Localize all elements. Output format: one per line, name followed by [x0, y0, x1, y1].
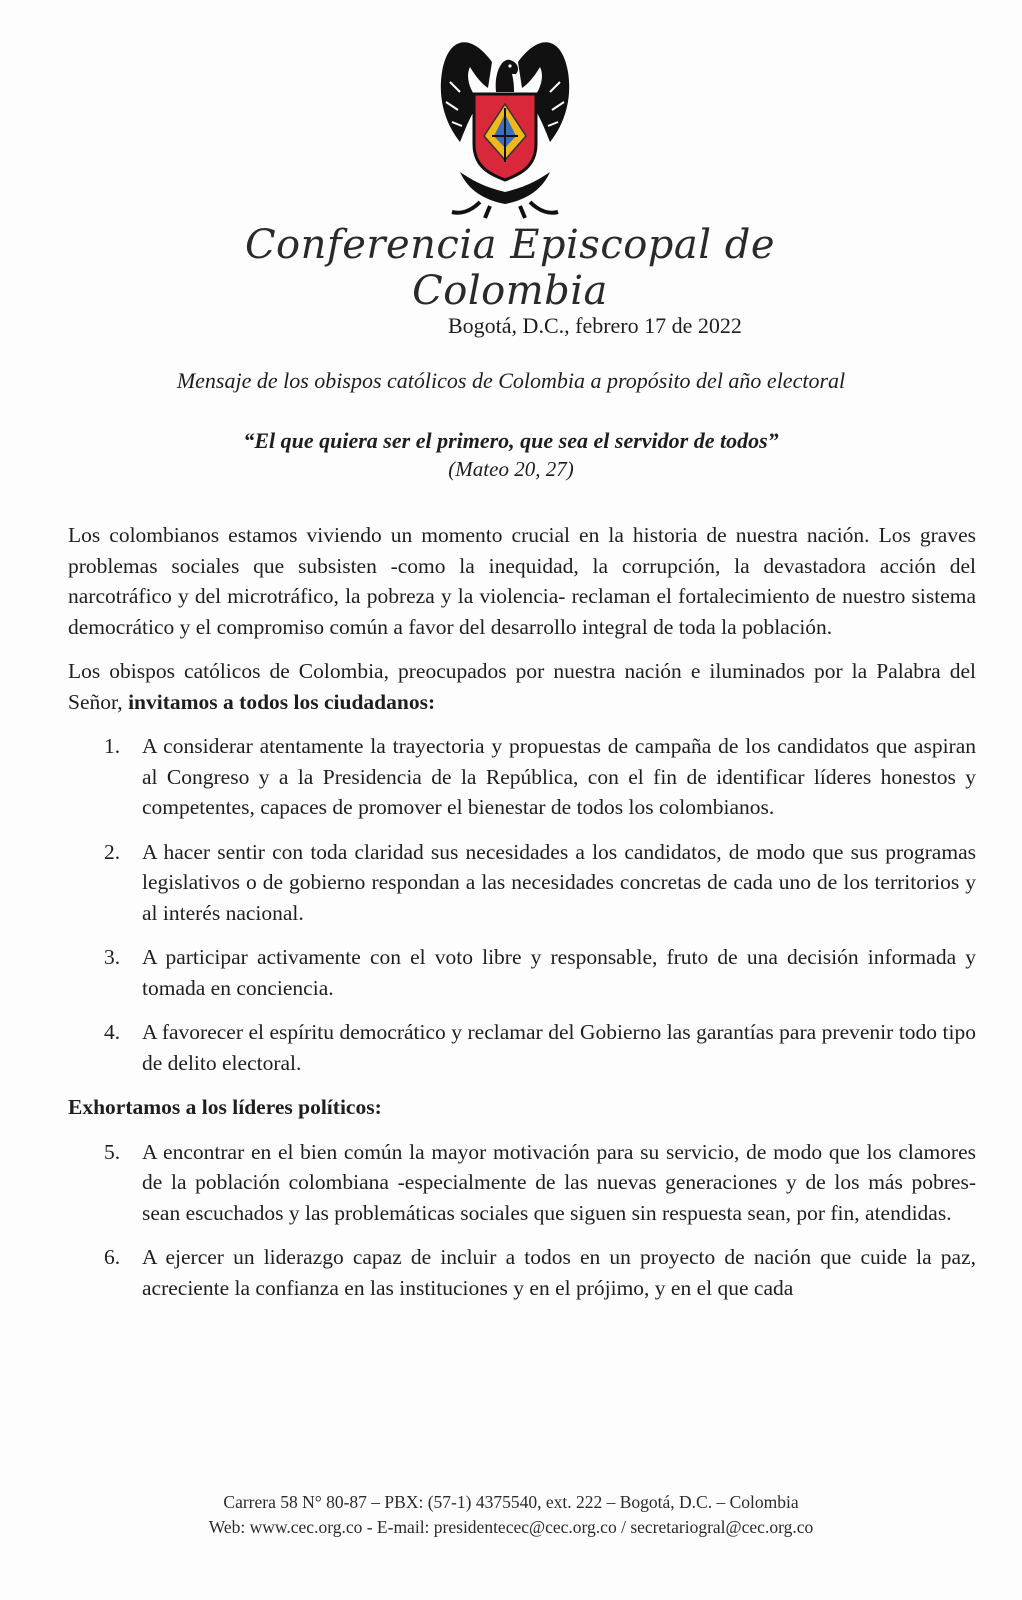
page-footer	[0, 1490, 1022, 1540]
document-date: Bogotá, D.C., febrero 17 de 2022	[448, 313, 742, 338]
list-item-text: A hacer sentir con toda claridad sus necesidades a los candidatos, de modo que sus programas legislativos o de gobierno respondan a las necesidades concretas de cada uno de los territorios y al interés nacional.	[142, 839, 976, 925]
list-item-number: 6.	[104, 1245, 121, 1269]
list-item	[68, 1242, 976, 1303]
list-item-text: A ejercer un liderazgo capaz de incluir a todos en un proyecto de nación que cuide la paz, acreciente la confianza en las instituciones y en el prójimo, y en el que cada	[142, 1245, 976, 1300]
list-item-number: 3.	[104, 945, 121, 969]
list-item-number: 1.	[104, 734, 121, 758]
footer-address: Carrera 58 N° 80-87 – PBX: (57-1) 4375540, ext. 222 – Bogotá, D.C. – Colombia	[223, 1492, 799, 1512]
list-item-text: A favorecer el espíritu democrático y reclamar del Gobierno las garantías para prevenir todo tipo de delito electoral.	[142, 1020, 976, 1075]
organization-name: Conferencia Episcopal de Colombia	[244, 222, 776, 314]
document-subtitle: Mensaje de los obispos católicos de Colombia a propósito del año electoral	[176, 368, 846, 393]
leaders-list	[68, 1137, 976, 1304]
list-item	[68, 731, 976, 823]
list-item-text: A encontrar en el bien común la mayor motivación para su servicio, de modo que los clamores de la población colombiana -especialmente de las nuevas generaciones y de los más pobres- sean escuchados y las problemáticas sociales que siguen sin respuesta sean, por fin, atendidas.	[142, 1139, 976, 1225]
eagle-coat-of-arms-icon	[430, 22, 580, 222]
citizens-list	[68, 731, 976, 1078]
list-item	[68, 1137, 976, 1229]
document-body	[68, 520, 976, 1317]
list-item-text: A participar activamente con el voto libre y responsable, fruto de una decisión informada y tomada en conciencia.	[142, 945, 976, 1000]
list-item	[68, 837, 976, 929]
list-item-number: 5.	[104, 1139, 121, 1164]
list-item-text: A considerar atentamente la trayectoria y propuestas de campaña de los candidatos que aspiran al Congreso y a la Presidencia de la República, con el fin de identificar líderes honestos y competentes, capaces de promover el bienestar de todos los colombianos.	[142, 734, 976, 819]
epigraph-citation: (Mateo 20, 27)	[448, 457, 574, 481]
paragraph-invitation-text: Los obispos católicos de Colombia, preocupados por nuestra nación e iluminados por la Palabra del Señor,	[68, 659, 976, 714]
list-item-number: 2.	[104, 839, 121, 864]
leaders-heading: Exhortamos a los líderes políticos:	[68, 1095, 382, 1119]
list-item-number: 4.	[104, 1020, 121, 1044]
paragraph-invitation-bold: invitamos a todos los ciudadanos:	[128, 689, 436, 714]
paragraph-invitation	[68, 656, 976, 717]
list-item	[68, 942, 976, 1003]
paragraph-intro: Los colombianos estamos viviendo un momento crucial en la historia de nuestra nación. Los graves problemas sociales que subsisten -como la inequidad, la corrupción, la devastadora acción del narcotráfico y del microtráfico, la pobreza y la violencia- reclaman el fortalecimiento de nuestro sistema democrático y el compromiso común a favor del desarrollo integral de toda la población.	[68, 523, 976, 639]
epigraph-quote: “El que quiera ser el primero, que sea el servidor de todos”	[243, 428, 779, 453]
footer-contact: Web: www.cec.org.co - E-mail: presidentecec@cec.org.co / secretariogral@cec.org.co	[208, 1517, 814, 1537]
list-item	[68, 1017, 976, 1078]
